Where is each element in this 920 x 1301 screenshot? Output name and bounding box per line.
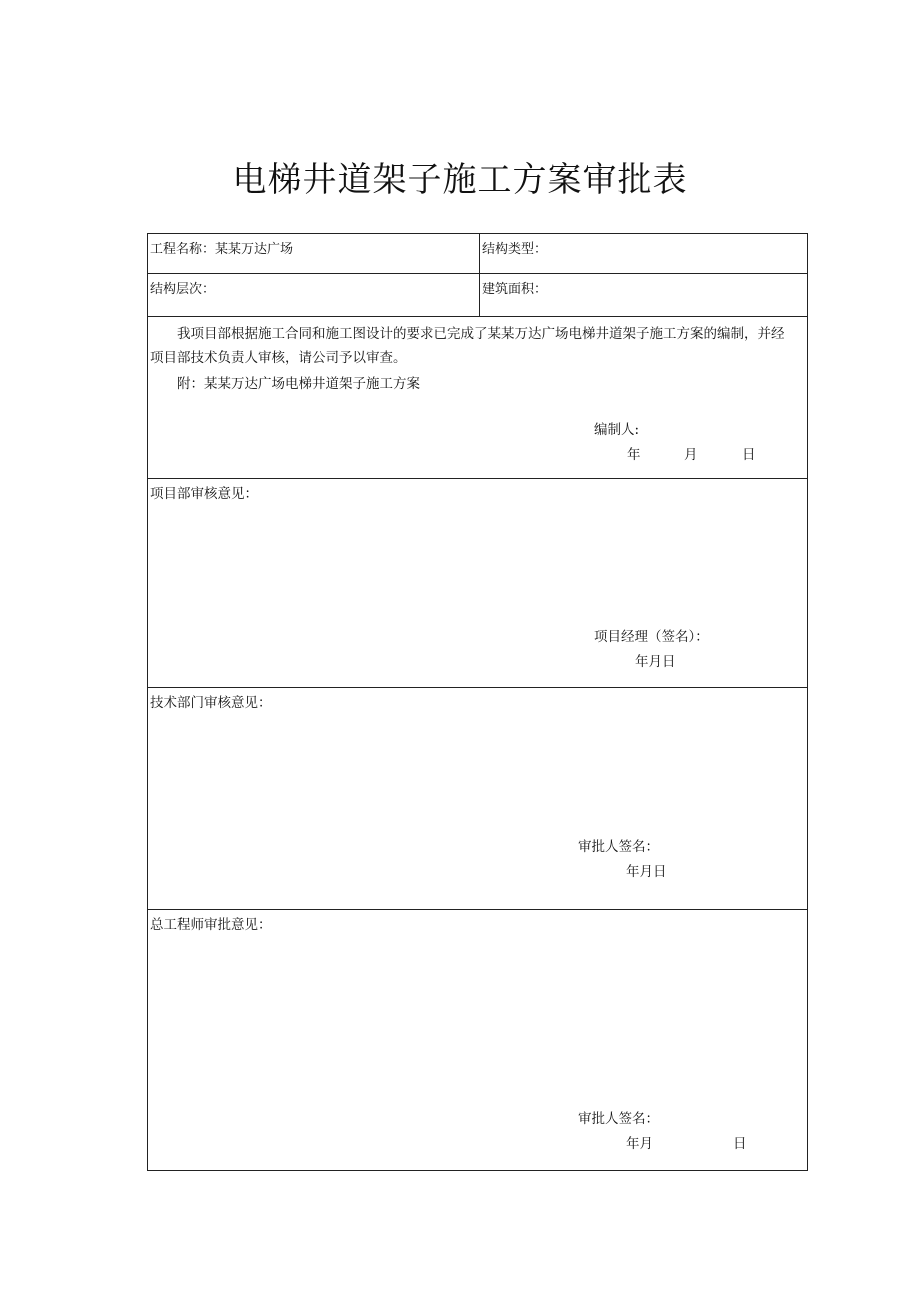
project-review-section[interactable] [148, 479, 807, 688]
submission-statement: 我项目部根据施工合同和施工图设计的要求已完成了某某万达广场电梯井道架子施工方案的编制，并经项目部技术负责人审核，请公司予以审查。 [150, 326, 785, 366]
tech-review-section[interactable] [148, 688, 807, 910]
submission-day: 日 [742, 447, 756, 463]
project-name-value: 某某万达广场 [215, 242, 294, 257]
structure-type-cell[interactable] [479, 234, 808, 273]
project-manager-signature-label: 项目经理（签名）： [594, 629, 709, 645]
chief-review-year-month: 年月 [626, 1136, 653, 1152]
tech-approver-signature-label: 审批人签名： [578, 839, 659, 855]
tech-review-label: 技术部门审核意见： [150, 695, 272, 711]
project-name-cell[interactable] [148, 234, 479, 273]
structure-type-label: 结构类型： [482, 242, 548, 257]
attachment-note: 附：某某万达广场电梯井道架子施工方案 [177, 376, 420, 392]
preparer-label: 编制人: [594, 422, 640, 438]
chief-review-section[interactable] [148, 910, 807, 1171]
structure-floors-cell[interactable] [148, 274, 479, 316]
submission-month: 月 [684, 447, 698, 463]
chief-approver-signature-label: 审批人签名： [578, 1111, 659, 1127]
building-area-cell[interactable] [479, 274, 808, 316]
project-name-label: 工程名称： [150, 242, 216, 257]
page-title: 电梯井道架子施工方案审批表 [232, 160, 688, 200]
submission-year: 年 [627, 447, 641, 463]
row-project-info [148, 234, 807, 274]
tech-review-date: 年月日 [626, 864, 667, 880]
approval-form [147, 233, 808, 1171]
structure-floors-label: 结构层次： [150, 282, 216, 297]
chief-review-label: 总工程师审批意见： [150, 917, 272, 933]
chief-review-day: 日 [733, 1136, 747, 1152]
building-area-label: 建筑面积： [482, 282, 548, 297]
project-review-label: 项目部审核意见： [150, 486, 258, 502]
submission-section [148, 317, 807, 479]
project-review-date: 年月日 [635, 654, 676, 670]
row-structure-info [148, 274, 807, 317]
